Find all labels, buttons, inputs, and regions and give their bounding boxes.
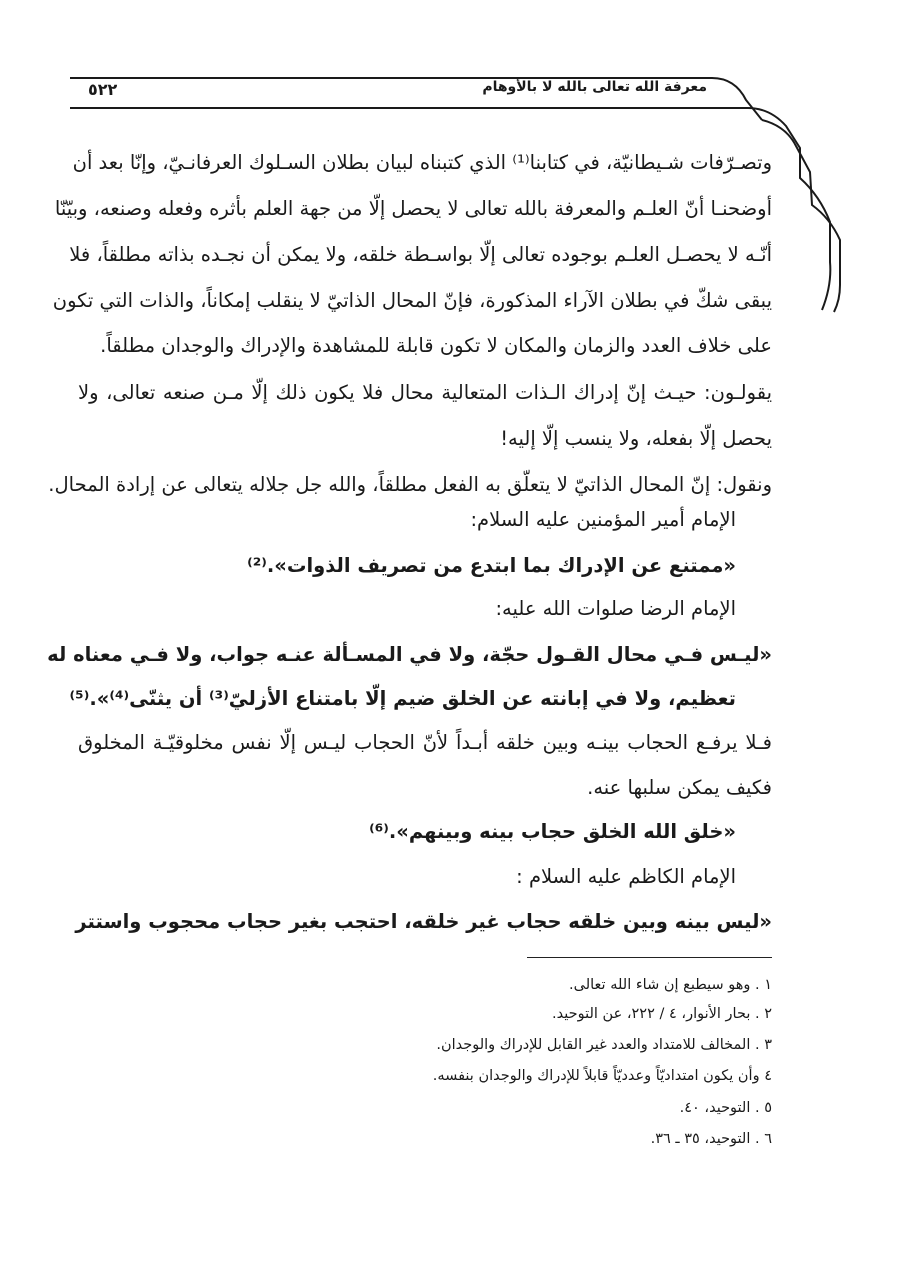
quote-line-5: «ليس بينه وبين خلقه حجاب غير خلقه، احتجب بغير حجاب محجوب واستتر <box>75 910 772 933</box>
text-line-9: فـلا يرفـع الحجاب بينـه وبين خلقه أبـداً لأنّ الحجاب ليـس إلّا نفس مخلوقيّـة المخلوق <box>78 731 772 754</box>
running-header-title: معرفة الله تعالى بالله لا بالأوهام <box>482 79 707 95</box>
footnote-4: ٤ وأن يكون امتداديّاً وعدديّاً قابلاً للإدراك والوجدان بنفسه. <box>432 1068 772 1084</box>
speaker-al-kazim: الإمام الكاظم عليه السلام : <box>516 865 736 888</box>
footnote-divider <box>527 957 772 958</box>
speaker-amir-al-muminin: الإمام أمير المؤمنين عليه السلام: <box>470 508 736 531</box>
footnote-1: ١ . وهو سيطبع إن شاء الله تعالى. <box>569 977 772 993</box>
text-line-5: على خلاف العدد والزمان والمكان لا تكون قابلة للمشاهدة والإدراك والوجدان مطلقاً. <box>100 334 772 357</box>
text-line-3: أنّـه لا يحصـل العلـم بوجوده تعالى إلّا بواسـطة خلقه، ولا يمكن أن نجـده بذاته مطلقاً، فلا <box>69 243 772 266</box>
quote-line-3: تعظيم، ولا في إبانته عن الخلق ضيم إلّا بامتناع الأزليّ⁽³⁾ أن يثنّى⁽⁴⁾».⁽⁵⁾ <box>69 687 736 710</box>
page-number: ٥٢٢ <box>88 80 118 99</box>
text-line-2: أوضحنـا أنّ العلـم والمعرفة بالله تعالى لا يحصل إلّا من جهة العلم بأثره وفعله وصنعه، وبيّنّا <box>54 197 772 220</box>
footnote-3: ٣ . المخالف للامتداد والعدد غير القابل للإدراك والوجدان. <box>436 1037 772 1053</box>
quote-line-2: «ليـس فـي محال القـول حجّة، ولا في المسـألة عنـه جواب، ولا فـي معناه له <box>47 643 772 666</box>
footnote-2: ٢ . بحار الأنوار، ٤ / ٢٢٢، عن التوحيد. <box>552 1006 772 1022</box>
text-line-4: يبقى شكّ في بطلان الآراء المذكورة، فإنّ المحال الذاتيّ لا ينقلب إمكاناً، والذات التي تكون <box>52 289 772 312</box>
quote-line-4: «خلق الله الخلق حجاب بينه وبينهم».⁽⁶⁾ <box>369 820 736 843</box>
quote-line-1: «ممتنع عن الإدراك بما ابتدع من تصريف الذوات».⁽²⁾ <box>247 554 736 577</box>
text-line-10: فكيف يمكن سلبها عنه. <box>587 776 772 799</box>
footnote-6: ٦ . التوحيد، ٣٥ ـ ٣٦. <box>650 1131 772 1147</box>
speaker-al-rida: الإمام الرضا صلوات الله عليه: <box>495 597 736 620</box>
footnote-5: ٥ . التوحيد، ٤٠. <box>679 1100 772 1116</box>
text-line-1: وتصـرّفات شـيطانيّة، في كتابنا⁽¹⁾ الذي كتبناه لبيان بطلان السـلوك العرفانـيّ، وإنّا بعد أن <box>72 151 772 174</box>
text-line-6: يقولـون: حيـث إنّ إدراك الـذات المتعالية محال فلا يكون ذلك إلّا مـن صنعه تعالى، ولا <box>78 381 772 404</box>
text-line-8: ونقول: إنّ المحال الذاتيّ لا يتعلّق به الفعل مطلقاً، والله جل جلاله يتعالى عن إرادة المحال. <box>48 473 772 496</box>
text-line-7: يحصل إلّا بفعله، ولا ينسب إلّا إليه! <box>500 427 772 450</box>
